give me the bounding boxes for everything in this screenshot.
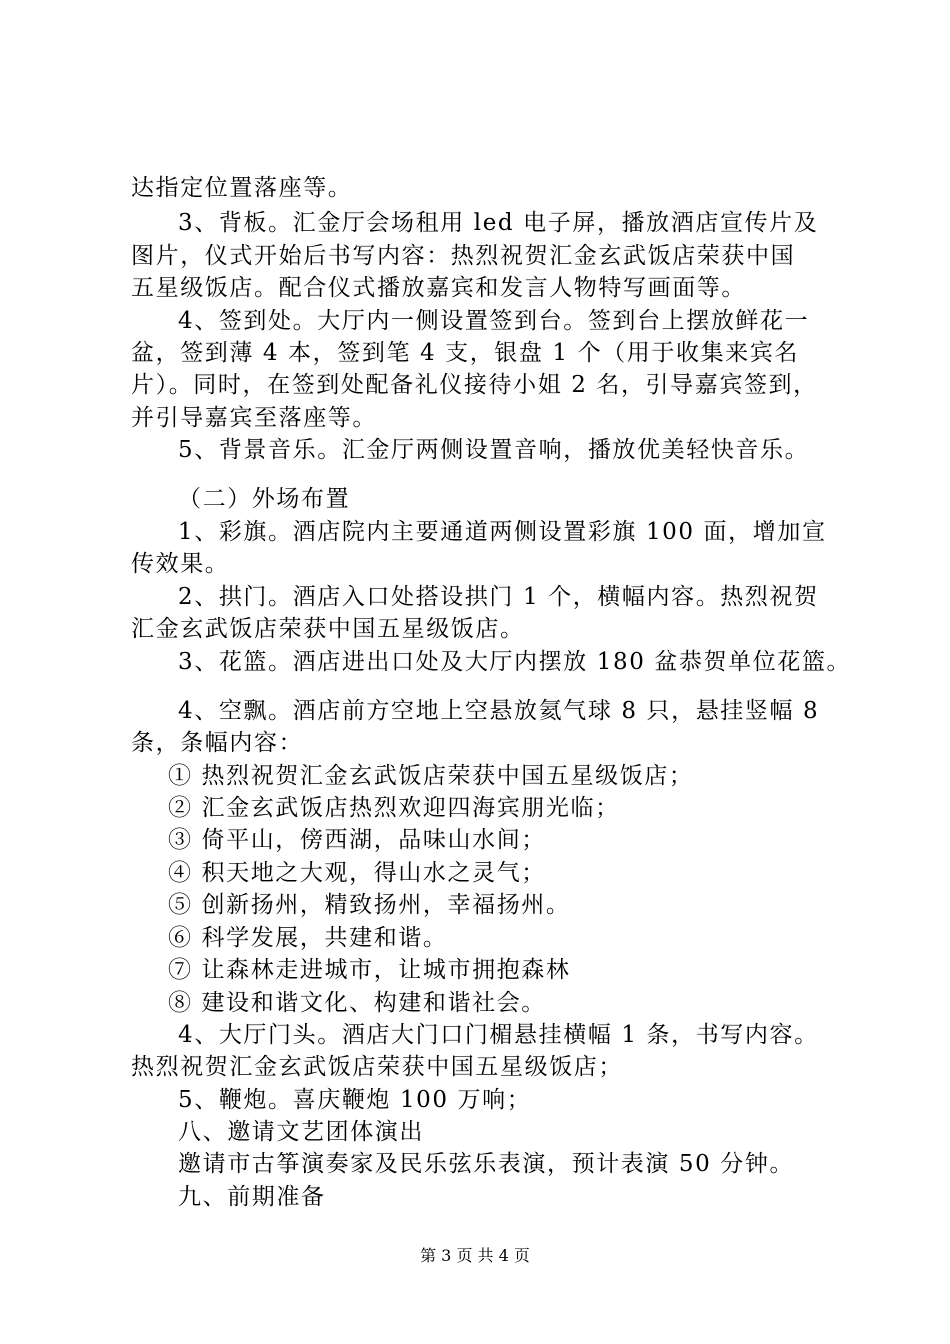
paragraph-line: 4、空飘。酒店前方空地上空悬放氦气球 8 只，悬挂竖幅 8 — [178, 698, 820, 724]
list-item: ⑤ 创新扬州，精致扬州，幸福扬州。 — [168, 892, 571, 918]
list-item: ⑥ 科学发展，共建和谐。 — [168, 925, 448, 951]
paragraph-line: 4、大厅门头。酒店大门口门楣悬挂横幅 1 条，书写内容。 — [178, 1022, 819, 1048]
paragraph-line: 五星级饭店。配合仪式播放嘉宾和发言人物特写画面等。 — [131, 275, 746, 301]
paragraph-line: 2、拱门。酒店入口处搭设拱门 1 个，横幅内容。热烈祝贺 — [178, 584, 819, 610]
paragraph-line: 5、鞭炮。喜庆鞭炮 100 万响； — [178, 1087, 532, 1113]
paragraph-line: 邀请市古筝演奏家及民乐弦乐表演，预计表演 50 分钟。 — [178, 1151, 795, 1177]
paragraph-line: 条，条幅内容： — [131, 730, 304, 756]
paragraph-line: 4、签到处。大厅内一侧设置签到台。签到台上摆放鲜花一 — [178, 308, 810, 334]
paragraph-line: 达指定位置落座等。 — [131, 175, 353, 201]
paragraph-line: 传效果。 — [131, 551, 230, 577]
paragraph-line: 5、背景音乐。汇金厅两侧设置音响，播放优美轻快音乐。 — [178, 437, 810, 463]
paragraph-line: 1、彩旗。酒店院内主要通道两侧设置彩旗 100 面，增加宣 — [178, 519, 827, 545]
list-item: ③ 倚平山，傍西湖，品味山水间； — [168, 827, 546, 853]
list-item: ⑦ 让森林走进城市，让城市拥抱森林 — [168, 957, 571, 983]
page-footer: 第 3 页 共 4 页 — [420, 1246, 530, 1265]
paragraph-line: 并引导嘉宾至落座等。 — [131, 405, 377, 431]
paragraph-line: 热烈祝贺汇金玄武饭店荣获中国五星级饭店； — [131, 1054, 623, 1080]
list-item: ⑧ 建设和谐文化、构建和谐社会。 — [168, 990, 546, 1016]
paragraph-line: 汇金玄武饭店荣获中国五星级饭店。 — [131, 616, 525, 642]
paragraph-line: 片）。同时，在签到处配备礼仪接待小姐 2 名，引导嘉宾签到， — [131, 372, 818, 398]
paragraph-line: 盆，签到薄 4 本，签到笔 4 支，银盘 1 个（用于收集来宾名 — [131, 340, 799, 366]
list-item: ② 汇金玄武饭店热烈欢迎四海宾朋光临； — [168, 795, 620, 821]
section-heading: 八、邀请文艺团体演出 — [178, 1119, 424, 1145]
list-item: ④ 积天地之大观，得山水之灵气； — [168, 860, 546, 886]
paragraph-line: 3、背板。汇金厅会场租用 led 电子屏，播放酒店宣传片及 — [178, 210, 819, 236]
paragraph-line: 图片，仪式开始后书写内容：热烈祝贺汇金玄武饭店荣获中国 — [131, 243, 796, 269]
section-heading: 九、前期准备 — [178, 1184, 326, 1210]
list-item: ① 热烈祝贺汇金玄武饭店荣获中国五星级饭店； — [168, 763, 694, 789]
section-heading: （二）外场布置 — [178, 486, 351, 512]
paragraph-line: 3、花篮。酒店进出口处及大厅内摆放 180 盆恭贺单位花篮。 — [178, 649, 852, 675]
